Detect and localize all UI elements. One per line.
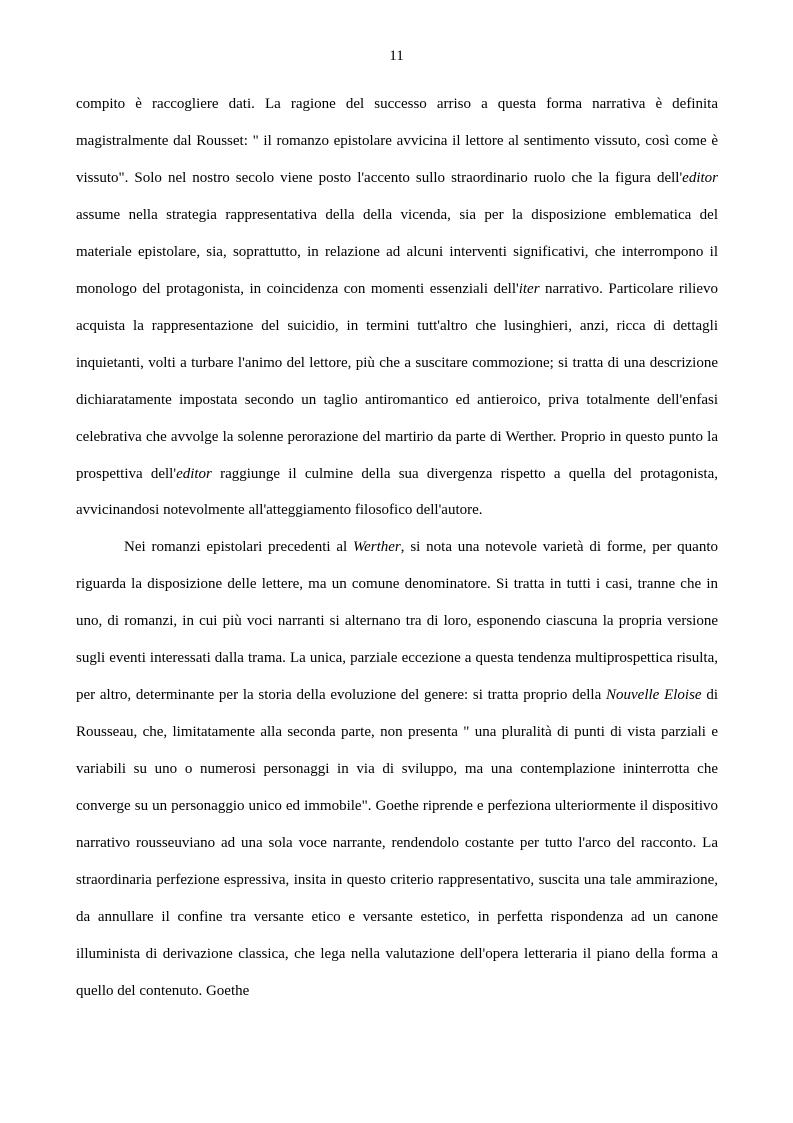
body-text — [76, 86, 718, 1010]
paragraph-2 — [76, 529, 718, 1009]
text-segment: Nei romanzi epistolari precedenti al — [124, 539, 353, 556]
page-number: 11 — [389, 48, 404, 64]
text-segment: compito è raccogliere dati. La ragione del successo arriso a questa forma narrativa è definita magistralmente dal Rousset: " il romanzo epistolare avvicina il lettore al sentimento vissuto, così come è vissuto". Solo nel nostro secolo viene posto l'accento sullo straordinario ruolo che la figura dell' — [76, 96, 718, 186]
text-segment: raggiunge il culmine della sua divergenza rispetto a quella del protagonista, avvicinandosi notevolmente all'atteggiamento filosofico dell'autore. — [76, 465, 718, 519]
italic-term-editor: editor — [682, 169, 718, 186]
text-segment: di Rousseau, che, limitatamente alla seconda parte, non presenta " una pluralità di punti di vista parziali e variabili su uno o numerosi personaggi in via di sviluppo, ma una contemplazione ininterrotta che converge su un personaggio unico ed immobile". Goethe riprende e perfeziona ulteriormente il dispositivo narrativo rousseuviano ad una sola voce narrante, rendendolo costante per tutto l'arco del racconto. La straordinaria perfezione espressiva, insita in questo criterio rappresentativo, suscita una tale ammirazione, da annullare il confine tra versante etico e versante estetico, in perfetta rispondenza ad un canone illuminista di derivazione classica, che lega nella valutazione dell'opera letteraria il piano della forma a quello del contenuto. Goethe — [76, 687, 718, 999]
italic-title-werther: Werther — [352, 539, 401, 556]
text-segment: narrativo. Particolare rilievo acquista la rappresentazione del suicidio, in termini tutt'altro che lusinghieri, anzi, ricca di dettagli inquietanti, volti a turbare l'animo del lettore, più che a suscitare commozione; si tratta di una descrizione dichiaratamente impostata secondo un taglio antiromantico ed antieroico, priva totalmente dell'enfasi celebrativa che avvolge la solenne perorazione del martirio da parte di Werther. Proprio in questo punto la prospettiva dell' — [76, 280, 719, 482]
text-segment: assume nella strategia rappresentativa della della vicenda, sia per la disposizione emblematica del materiale epistolare, sia, soprattutto, in relazione ad alcuni interventi significativi, che interrompono il monologo del protagonista, in coincidenza con momenti essenziali dell' — [76, 206, 718, 297]
paragraph-1 — [76, 86, 718, 529]
italic-title-nouvelle-eloise: Nouvelle Eloise — [606, 687, 702, 704]
text-segment: , si nota una notevole varietà di forme, per quanto riguarda la disposizione delle lettere, ma un comune denominatore. Si tratta in tutti i casi, tranne che in uno, di romanzi, in cui più voci narranti si alternano tra di loro, esponendo ciascuna la propria versione sugli eventi interessati dalla trama. La unica, parziale eccezione a questa tendenza multiprospettica risulta, per altro, determinante per la storia della evoluzione del genere: si tratta proprio della — [76, 539, 718, 704]
italic-term-iter: iter — [518, 280, 540, 297]
italic-term-editor: editor — [176, 465, 212, 482]
